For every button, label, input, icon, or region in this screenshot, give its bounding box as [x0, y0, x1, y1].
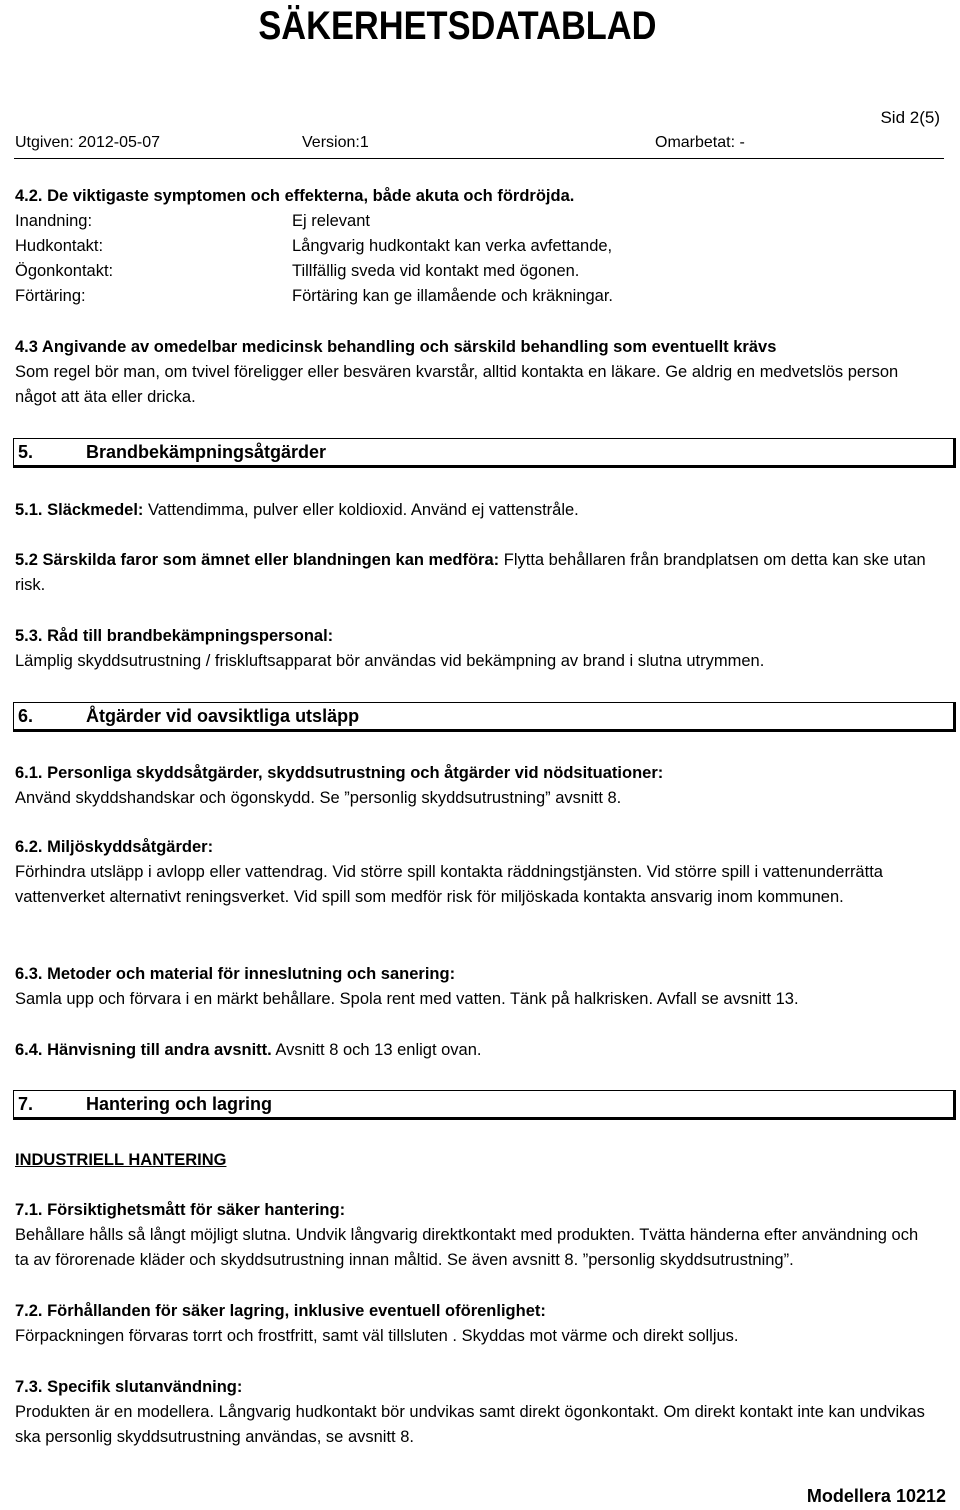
section-7-2-text: Förpackningen förvaras torrt och frostfritt, samt väl tillsluten . Skyddas mot värme och direkt solljus.: [15, 1327, 739, 1345]
symptom-label-eye: Ögonkontakt:: [15, 262, 114, 280]
symptom-value-skin: Långvarig hudkontakt kan verka avfettande,: [292, 237, 613, 255]
section-7-1-text: Behållare hålls så långt möjligt slutna. Undvik långvarig direktkontakt med produkten. Tvätta händerna efter användning och ta av förorenade kläder och skyddsutrustning innan måltid. Se även avsnitt 8. ”personlig skyddsutrustning”.: [15, 1226, 919, 1269]
section-7-title: Hantering och lagring: [86, 1094, 273, 1114]
section-6-2-text: Förhindra utsläpp i avlopp eller vattendrag. Vid större spill kontakta räddningstjänsten. Vid större spill i vattenunderrätta vattenverket alternativt reningsverket. Vid spill som medför risk för miljöskada kontakta ansvarig inom kommunen.: [15, 863, 883, 906]
section-5-1-label: 5.1. Släckmedel:: [15, 501, 144, 519]
section-6-number: 6.: [18, 706, 34, 726]
section-6-2-label: 6.2. Miljöskyddsåtgärder:: [15, 838, 214, 856]
section-4-2-heading: 4.2. De viktigaste symptomen och effekterna, både akuta och fördröjda.: [15, 187, 575, 205]
section-5-title: Brandbekämpningsåtgärder: [86, 442, 327, 462]
section-6-header: [13, 702, 956, 732]
section-4-3-text: Som regel bör man, om tvivel föreligger eller besvären kvarstår, alltid kontakta en läkare. Ge aldrig en medvetslös person något att äta eller dricka.: [15, 363, 899, 406]
section-7-3-label: 7.3. Specifik slutanvändning:: [15, 1378, 243, 1396]
symptom-label-skin: Hudkontakt:: [15, 237, 104, 255]
symptom-value-eye: Tillfällig sveda vid kontakt med ögonen.: [292, 262, 580, 280]
section-6-3-label: 6.3. Metoder och material för inneslutning och sanering:: [15, 965, 456, 983]
section-7-1-label: 7.1. Försiktighetsmått för säker hantering:: [15, 1201, 346, 1219]
symptom-value-ingestion: Förtäring kan ge illamående och kräkningar.: [292, 287, 614, 305]
section-6-3-text: Samla upp och förvara i en märkt behållare. Spola rent med vatten. Tänk på halkrisken. Avfall se avsnitt 13.: [15, 990, 799, 1008]
section-7-header: [13, 1090, 956, 1120]
industrial-handling-subheading: INDUSTRIELL HANTERING: [15, 1151, 227, 1169]
revised-label: Omarbetat: -: [655, 134, 745, 151]
section-4-3-heading: 4.3 Angivande av omedelbar medicinsk behandling och särskild behandling som eventuellt krävs: [15, 338, 777, 356]
section-5-number: 5.: [18, 442, 34, 462]
section-5-2-label: 5.2 Särskilda faror som ämnet eller blandningen kan medföra:: [15, 551, 500, 569]
header-divider: [14, 158, 944, 159]
section-7-2-label: 7.2. Förhållanden för säker lagring, inklusive eventuell oförenlighet:: [15, 1302, 546, 1320]
symptom-label-inhalation: Inandning:: [15, 212, 93, 230]
section-5-2-text: Flytta behållaren från brandplatsen om detta kan ske utan risk.: [15, 551, 926, 594]
section-6-4-label: 6.4. Hänvisning till andra avsnitt.: [15, 1041, 272, 1059]
section-7-number: 7.: [18, 1094, 34, 1114]
section-5-3-text: Lämplig skyddsutrustning / friskluftsapparat bör användas vid bekämpning av brand i slutna utrymmen.: [15, 652, 765, 670]
section-5-header: [13, 438, 956, 468]
section-6-4: [15, 1038, 945, 1063]
product-name-footer: Modellera 10212: [806, 1486, 946, 1506]
page-number: Sid 2(5): [880, 108, 940, 127]
section-7-3-text: Produkten är en modellera. Långvarig hudkontakt bör undvikas samt direkt ögonkontakt. Om direkt kontakt inte kan undvikas ska personlig skyddsutrustning användas, se avsnitt 8.: [15, 1403, 925, 1446]
section-5-2: [15, 548, 945, 598]
section-5-1-text: Vattendimma, pulver eller koldioxid. Använd ej vattenstråle.: [143, 501, 579, 519]
section-5-1: [15, 498, 945, 523]
section-6-1-text: Använd skyddshandskar och ögonskydd. Se ”personlig skyddsutrustning” avsnitt 8.: [15, 789, 622, 807]
version-label: Version:1: [302, 134, 369, 151]
section-6-4-text: Avsnitt 8 och 13 enligt ovan.: [271, 1041, 482, 1059]
symptom-value-inhalation: Ej relevant: [292, 212, 370, 230]
section-5-3-label: 5.3. Råd till brandbekämpningspersonal:: [15, 627, 334, 645]
section-6-title: Åtgärder vid oavsiktliga utsläpp: [86, 706, 360, 726]
section-6-1-label: 6.1. Personliga skyddsåtgärder, skyddsutrustning och åtgärder vid nödsituationer:: [15, 764, 664, 782]
symptom-label-ingestion: Förtäring:: [15, 287, 86, 305]
issued-date: Utgiven: 2012-05-07: [15, 134, 160, 151]
document-title: SÄKERHETSDATABLAD: [258, 4, 657, 48]
